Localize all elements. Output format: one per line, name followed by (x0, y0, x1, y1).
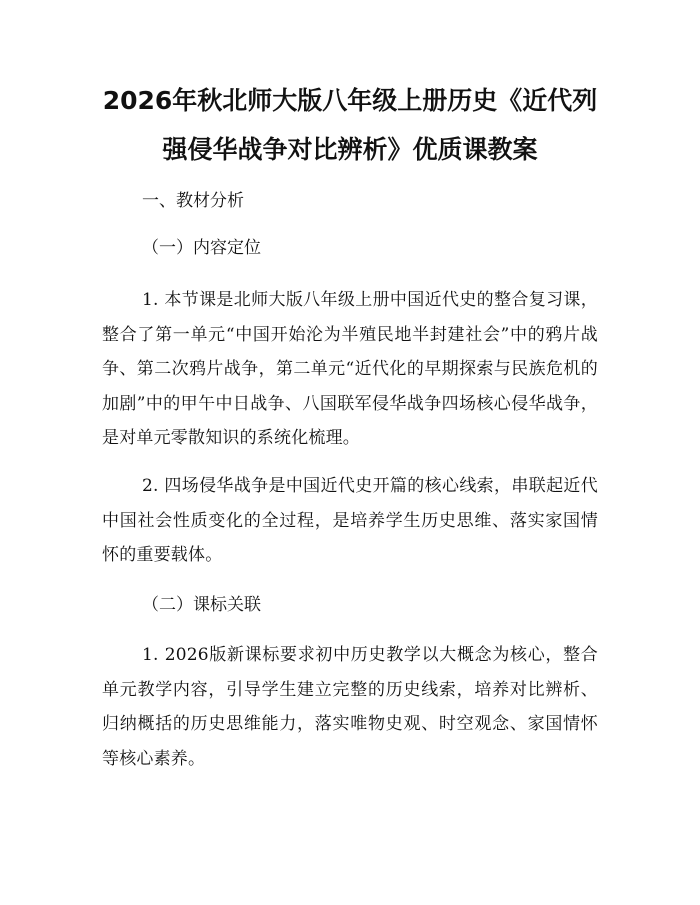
subsection-heading-curriculum-standards: （二）课标关联 (142, 595, 261, 615)
section-heading-textbook-analysis: 一、教材分析 (142, 191, 244, 211)
document-title-line-2: 强侵华战争对比辨析》优质课教案 (162, 135, 538, 164)
subsection-heading-content-positioning: （一）内容定位 (142, 238, 261, 258)
document-title-line-1: 2026年秋北师大版八年级上册历史《近代列 (102, 86, 598, 115)
paragraph-content-positioning-2: 2. 四场侵华战争是中国近代史开篇的核心线索，串联起近代中国社会性质变化的全过程，是培养学生历史思维、落实家国情怀的重要载体。 (102, 476, 598, 565)
paragraph-curriculum-standards-1: 1. 2026版新课标要求初中历史教学以大概念为核心，整合单元教学内容，引导学生建立完整的历史线索，培养对比辨析、归纳概括的历史思维能力，落实唯物史观、时空观念、家国情怀等核心素养。 (102, 645, 598, 769)
paragraph-content-positioning-1: 1. 本节课是北师大版八年级上册中国近代史的整合复习课，整合了第一单元“中国开始沦为半殖民地半封建社会”中的鸦片战争、第二次鸦片战争，第二单元“近代化的早期探索与民族危机的加剧”中的甲午中日战争、八国联军侵华战争四场核心侵华战争，是对单元零散知识的系统化梳理。 (102, 290, 598, 448)
